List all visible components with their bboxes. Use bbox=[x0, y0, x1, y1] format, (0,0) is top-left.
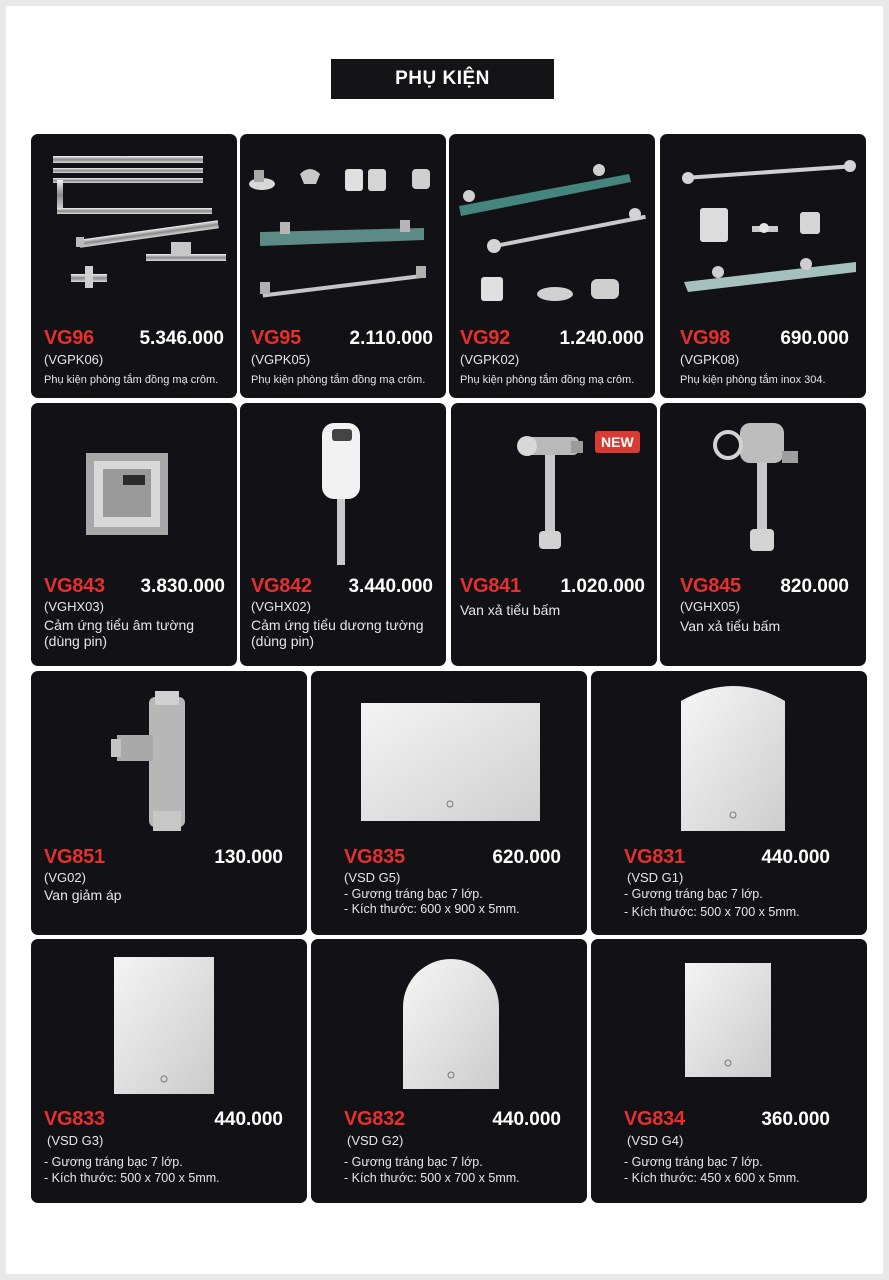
new-badge: NEW bbox=[595, 431, 640, 453]
product-code: VG843 bbox=[44, 575, 105, 597]
arched-mirror-image bbox=[591, 671, 867, 841]
product-card-vg851 bbox=[31, 671, 307, 935]
section-title: PHỤ KIỆN bbox=[331, 59, 554, 99]
product-price: 440.000 bbox=[761, 847, 830, 868]
product-description-line2: (dùng pin) bbox=[251, 633, 315, 649]
glass-shelf-set-image bbox=[240, 134, 446, 304]
product-description-line1: - Gương tráng bạc 7 lớp. bbox=[624, 1155, 763, 1169]
product-description-line1: - Gương tráng bạc 7 lớp. bbox=[344, 1155, 483, 1169]
portrait-mirror-image bbox=[31, 939, 307, 1109]
product-description-line2: (dùng pin) bbox=[44, 633, 108, 649]
towel-rack-set-image bbox=[31, 134, 237, 304]
product-code: VG842 bbox=[251, 575, 312, 597]
product-code: VG835 bbox=[344, 846, 405, 868]
product-card-vg98 bbox=[660, 134, 866, 398]
product-code: VG95 bbox=[251, 327, 301, 349]
product-price: 620.000 bbox=[492, 847, 561, 868]
product-code: VG833 bbox=[44, 1108, 105, 1130]
product-price: 440.000 bbox=[214, 1109, 283, 1130]
product-price: 440.000 bbox=[492, 1109, 561, 1130]
product-card-vg96 bbox=[31, 134, 237, 398]
product-price: 1.020.000 bbox=[560, 576, 645, 597]
product-card-vg843 bbox=[31, 403, 237, 666]
exposed-sensor-image bbox=[240, 403, 446, 573]
product-description: Phụ kiện phòng tắm đồng mạ crôm. bbox=[251, 374, 426, 386]
product-price: 690.000 bbox=[780, 328, 849, 349]
stainless-accessory-set-image bbox=[660, 134, 866, 304]
product-model: (VGPK02) bbox=[460, 352, 520, 367]
product-description-line2: - Kích thước: 500 x 700 x 5mm. bbox=[624, 905, 800, 919]
rectangle-mirror-image bbox=[311, 671, 587, 841]
product-code: VG98 bbox=[680, 327, 730, 349]
wall-sensor-image bbox=[31, 403, 237, 573]
product-code: VG831 bbox=[624, 846, 685, 868]
glass-shelf-towel-bar-image bbox=[449, 134, 655, 304]
pressure-valve-image bbox=[31, 671, 307, 841]
product-description-line2: - Kích thước: 450 x 600 x 5mm. bbox=[624, 1171, 800, 1185]
product-model: (VSD G2) bbox=[347, 1133, 404, 1148]
product-card-vg831 bbox=[591, 671, 867, 935]
product-model: (VGHX05) bbox=[680, 599, 740, 614]
product-price: 3.830.000 bbox=[140, 576, 225, 597]
flush-valve-image bbox=[660, 403, 866, 573]
product-model: (VSD G1) bbox=[627, 870, 684, 885]
product-description-line1: - Gương tráng bạc 7 lớp. bbox=[44, 1155, 183, 1169]
product-price: 3.440.000 bbox=[348, 576, 433, 597]
small-mirror-image bbox=[591, 939, 867, 1109]
product-model: (VGPK05) bbox=[251, 352, 311, 367]
product-model: (VSD G5) bbox=[344, 870, 401, 885]
product-price: 820.000 bbox=[780, 576, 849, 597]
product-description-line1: - Gương tráng bạc 7 lớp. bbox=[344, 887, 483, 901]
product-description-line2: - Kích thước: 600 x 900 x 5mm. bbox=[344, 902, 520, 916]
product-card-vg834 bbox=[591, 939, 867, 1203]
product-model: (VSD G3) bbox=[47, 1133, 104, 1148]
product-card-vg841 bbox=[451, 403, 657, 666]
product-card-vg835 bbox=[311, 671, 587, 935]
product-price: 2.110.000 bbox=[349, 328, 433, 349]
product-code: VG832 bbox=[344, 1108, 405, 1130]
product-code: VG92 bbox=[460, 327, 510, 349]
product-model: (VGPK08) bbox=[680, 352, 740, 367]
product-code: VG834 bbox=[624, 1108, 685, 1130]
product-card-vg833 bbox=[31, 939, 307, 1203]
product-description-line1: - Gương tráng bạc 7 lớp. bbox=[624, 887, 763, 901]
push-flush-valve-image bbox=[451, 403, 657, 573]
product-card-vg832 bbox=[311, 939, 587, 1203]
product-code: VG841 bbox=[460, 575, 521, 597]
product-description-line2: - Kích thước: 500 x 700 x 5mm. bbox=[344, 1171, 520, 1185]
product-description: Van giảm áp bbox=[44, 887, 122, 903]
product-card-vg95 bbox=[240, 134, 446, 398]
product-description: Van xả tiểu bấm bbox=[680, 618, 781, 634]
product-price: 130.000 bbox=[214, 847, 283, 868]
product-model: (VGHX03) bbox=[44, 599, 104, 614]
product-model: (VGHX02) bbox=[251, 599, 311, 614]
dome-mirror-image bbox=[311, 939, 587, 1109]
product-description: Phụ kiện phòng tắm inox 304. bbox=[680, 374, 826, 386]
product-card-vg842 bbox=[240, 403, 446, 666]
product-card-vg845 bbox=[660, 403, 866, 666]
product-code: VG851 bbox=[44, 846, 105, 868]
product-code: VG845 bbox=[680, 575, 741, 597]
product-model: (VG02) bbox=[44, 870, 86, 885]
product-description-line2: - Kích thước: 500 x 700 x 5mm. bbox=[44, 1171, 220, 1185]
product-description: Phụ kiện phòng tắm đồng mạ crôm. bbox=[44, 374, 219, 386]
product-code: VG96 bbox=[44, 327, 94, 349]
product-model: (VSD G4) bbox=[627, 1133, 684, 1148]
product-description-line1: Cảm ứng tiểu âm tường bbox=[44, 617, 195, 633]
product-price: 360.000 bbox=[761, 1109, 830, 1130]
product-model: (VGPK06) bbox=[44, 352, 104, 367]
product-card-vg92 bbox=[449, 134, 655, 398]
product-description: Phụ kiện phòng tắm đồng mạ crôm. bbox=[460, 374, 635, 386]
product-description-line1: Cảm ứng tiểu dương tường bbox=[251, 617, 424, 633]
product-price: 5.346.000 bbox=[139, 328, 224, 349]
product-price: 1.240.000 bbox=[559, 328, 644, 349]
product-description: Van xả tiểu bấm bbox=[460, 602, 561, 618]
